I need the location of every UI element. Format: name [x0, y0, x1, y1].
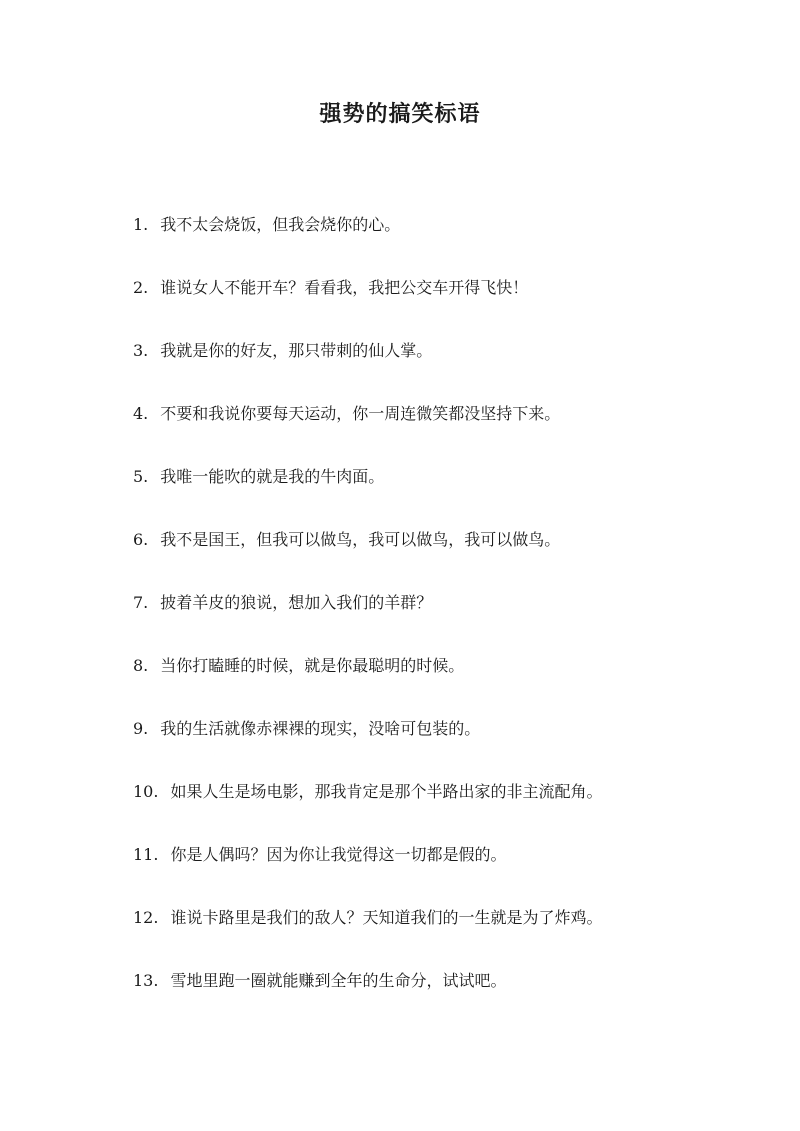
item-number: 6.	[133, 530, 149, 549]
item-text: 雪地里跑一圈就能赚到全年的生命分，试试吧。	[170, 971, 507, 990]
list-item	[133, 969, 753, 1032]
item-number: 5.	[133, 467, 149, 486]
item-text: 如果人生是场电影，那我肯定是那个半路出家的非主流配角。	[170, 782, 603, 801]
item-text: 不要和我说你要每天运动，你一周连微笑都没坚持下来。	[160, 404, 561, 423]
item-number: 12.	[133, 908, 159, 927]
item-number: 7.	[133, 593, 149, 612]
item-number: 2.	[133, 278, 149, 297]
list-item	[133, 339, 753, 402]
slogan-list	[133, 213, 753, 1032]
item-text: 谁说女人不能开车？看看我，我把公交车开得飞快！	[160, 278, 529, 297]
item-number: 9.	[133, 719, 149, 738]
list-item	[133, 654, 753, 717]
list-item	[133, 780, 753, 843]
list-item	[133, 843, 753, 906]
item-text: 你是人偶吗？因为你让我觉得这一切都是假的。	[170, 845, 507, 864]
item-number: 8.	[133, 656, 149, 675]
item-text: 披着羊皮的狼说，想加入我们的羊群？	[160, 593, 433, 612]
item-text: 我的生活就像赤裸裸的现实，没啥可包装的。	[160, 719, 481, 738]
list-item	[133, 465, 753, 528]
item-text: 我唯一能吹的就是我的牛肉面。	[160, 467, 385, 486]
item-number: 1.	[133, 215, 149, 234]
item-number: 11.	[133, 845, 159, 864]
item-text: 谁说卡路里是我们的敌人？天知道我们的一生就是为了炸鸡。	[170, 908, 603, 927]
item-number: 10.	[133, 782, 159, 801]
list-item	[133, 717, 753, 780]
item-text: 我就是你的好友，那只带刺的仙人掌。	[160, 341, 433, 360]
list-item	[133, 906, 753, 969]
list-item	[133, 213, 753, 276]
item-number: 3.	[133, 341, 149, 360]
page-title: 强势的搞笑标语	[319, 101, 481, 127]
list-item	[133, 402, 753, 465]
list-item	[133, 276, 753, 339]
item-text: 我不是国王，但我可以做鸟，我可以做鸟，我可以做鸟。	[160, 530, 561, 549]
item-number: 4.	[133, 404, 149, 423]
item-text: 我不太会烧饭，但我会烧你的心。	[160, 215, 401, 234]
list-item	[133, 591, 753, 654]
item-text: 当你打瞌睡的时候，就是你最聪明的时候。	[160, 656, 465, 675]
item-number: 13.	[133, 971, 159, 990]
list-item	[133, 528, 753, 591]
